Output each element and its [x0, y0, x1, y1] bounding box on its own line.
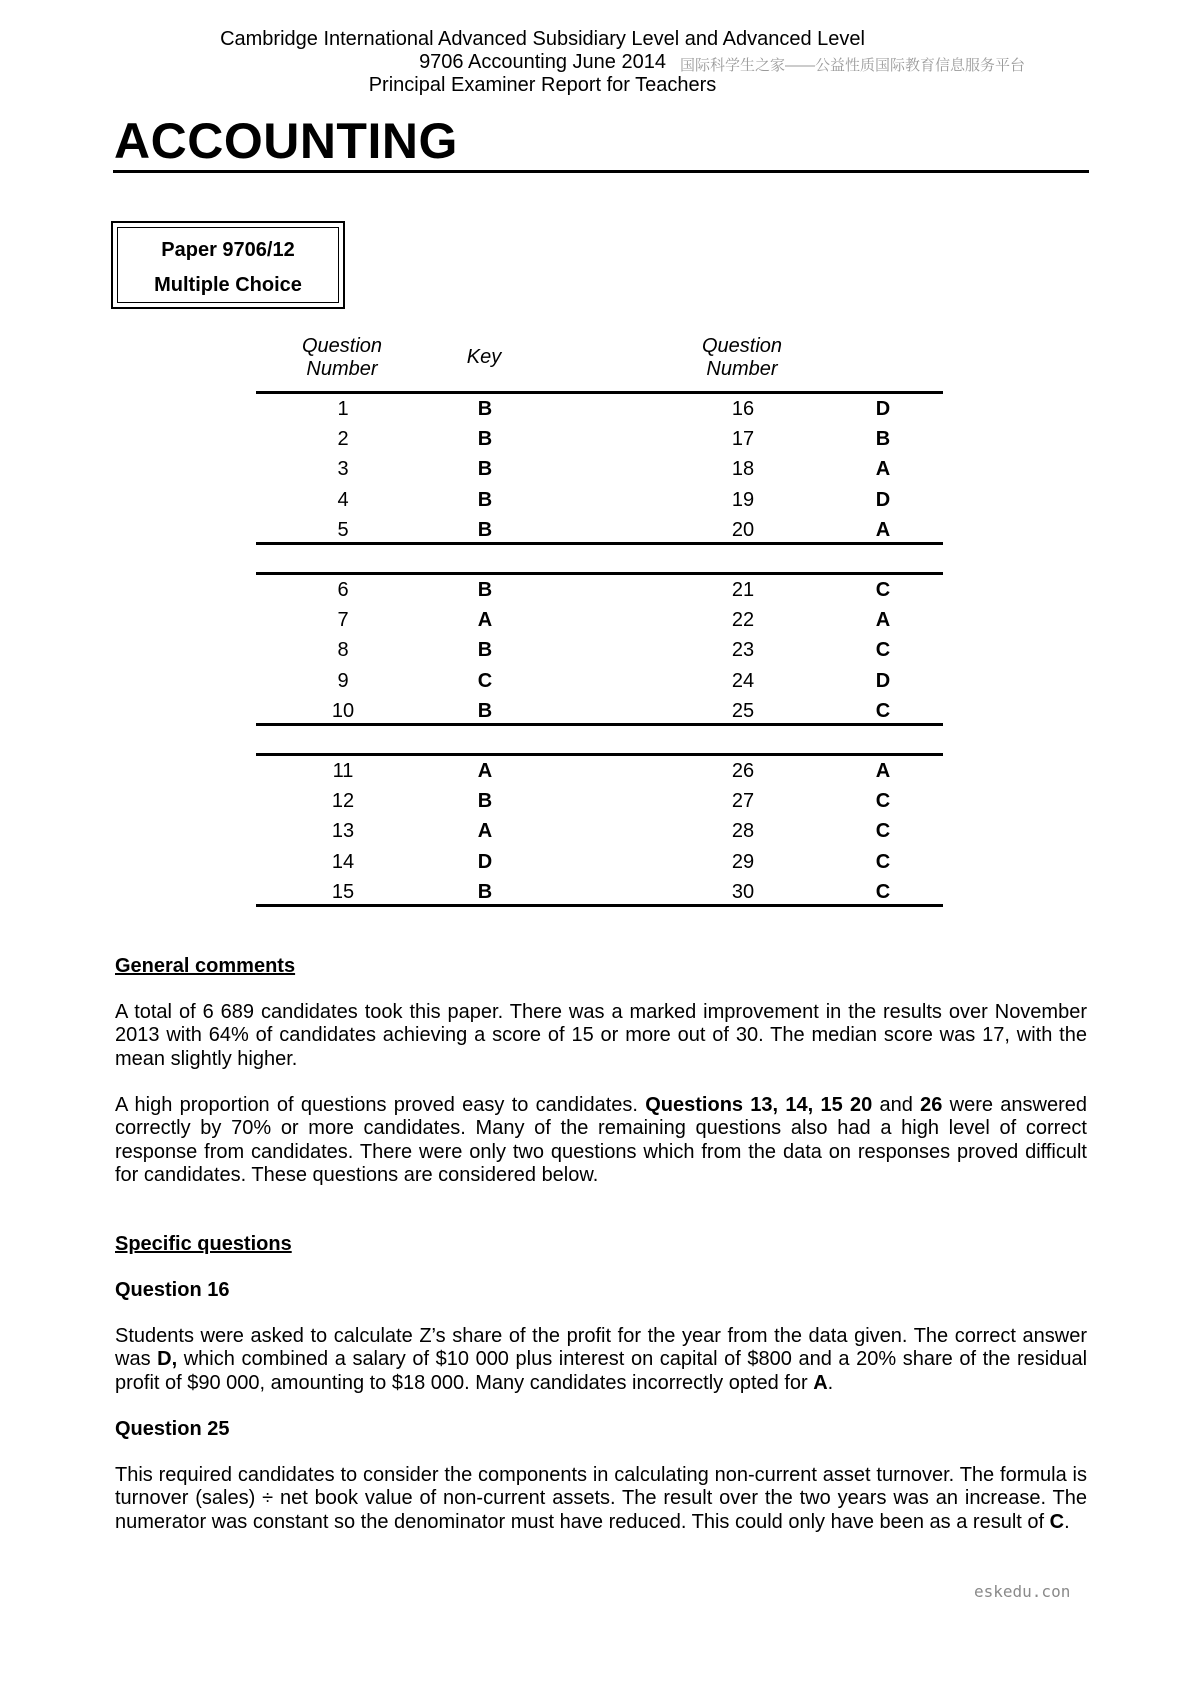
answer-key: B	[477, 639, 493, 662]
question-number: 18	[731, 458, 755, 481]
question-number: 12	[331, 790, 355, 813]
header-question-number: Question Number	[301, 335, 383, 380]
answer-key: C	[875, 639, 891, 662]
answer-key: C	[875, 850, 891, 873]
answer-key: A	[875, 609, 891, 632]
question-number: 2	[337, 428, 349, 451]
text-span: and	[872, 1094, 921, 1116]
question-number: 8	[337, 639, 349, 662]
answer-key: C	[875, 699, 891, 722]
bold-answer-c: C	[1049, 1510, 1065, 1533]
answer-key: B	[477, 428, 493, 451]
question-number: 28	[731, 820, 755, 843]
question-number: 7	[337, 609, 349, 632]
question-number: 6	[337, 579, 349, 601]
specific-questions-heading: Specific questions	[115, 1233, 292, 1255]
text-span: were answered correctly by 70% or more candidates. Many of the remaining questions also had a high level of correct response from candidates. There were only two questions which from the data on responses proved difficult for candidates. These questions are considered below.	[115, 1094, 1088, 1186]
question-number: 25	[731, 699, 755, 722]
answer-key: B	[477, 458, 493, 481]
answer-key: B	[477, 579, 493, 601]
question-25-heading: Question 25	[115, 1418, 230, 1440]
answer-key: A	[477, 820, 493, 843]
answer-key: D	[875, 488, 891, 511]
page-title: ACCOUNTING	[114, 113, 458, 169]
question-16-heading: Question 16	[115, 1279, 230, 1301]
question-number: 15	[331, 880, 355, 903]
answer-key: D	[477, 850, 493, 873]
bold-answer-a: A	[813, 1371, 828, 1394]
question-number: 10	[331, 699, 355, 722]
question-number: 1	[337, 398, 349, 420]
table-rule-group2-top	[256, 572, 943, 575]
answer-key: B	[477, 488, 493, 511]
answer-key: C	[477, 669, 493, 692]
table-rule-group3-top	[256, 753, 943, 756]
question-number: 9	[337, 669, 349, 692]
watermark-text: 国际科学生之家——公益性质国际教育信息服务平台	[680, 57, 1026, 74]
header-line-2: 9706 Accounting June 2014	[419, 51, 666, 73]
general-comments-paragraph-1: A total of 6 689 candidates took this paper. There was a marked improvement in the results over November 2013 with 64% of candidates achieving a score of 15 or more out of 30. The median score was 17, with the mean slightly higher.	[115, 1001, 1087, 1070]
question-number: 19	[731, 488, 755, 511]
general-comments-heading: General comments	[115, 955, 296, 977]
text-span: .	[827, 1371, 834, 1394]
paper-type: Multiple Choice	[154, 274, 302, 296]
bold-answer-d: D,	[157, 1348, 178, 1371]
question-number: 24	[731, 669, 755, 692]
answer-key: B	[875, 428, 891, 451]
answer-key: D	[875, 398, 891, 420]
answer-key: B	[477, 790, 493, 813]
text-span: which combined a salary of $10 000 plus interest on capital of $800 and a 20% share of the residual profit of $90 000, amounting to $18 000. Many candidates incorrectly opted for	[115, 1348, 1088, 1394]
answer-key: B	[477, 518, 493, 541]
question-number: 14	[331, 850, 355, 873]
answer-key: A	[477, 760, 493, 782]
question-number: 11	[332, 760, 354, 782]
answer-key: A	[875, 518, 891, 541]
text-span: .	[1064, 1510, 1070, 1533]
answer-key: A	[875, 458, 891, 481]
question-number: 26	[731, 760, 755, 782]
question-number: 22	[731, 609, 755, 632]
answer-key: B	[477, 398, 493, 420]
question-number: 27	[731, 790, 755, 813]
answer-key: C	[875, 820, 891, 843]
general-comments-paragraph-2	[115, 1094, 1087, 1187]
question-number: 4	[337, 488, 349, 511]
question-number: 21	[731, 579, 755, 601]
header-question-number-2: Question Number	[701, 335, 783, 380]
title-divider	[113, 170, 1089, 173]
bold-questions: Questions 13, 14, 15 20	[645, 1094, 873, 1116]
question-number: 16	[731, 398, 755, 420]
question-number: 20	[731, 518, 755, 541]
header-line-1: Cambridge International Advanced Subsidiary Level and Advanced Level	[220, 28, 865, 50]
header-key: Key	[466, 346, 502, 368]
bold-question-26: 26	[920, 1094, 943, 1116]
answer-key: C	[875, 579, 891, 601]
question-number: 17	[731, 428, 755, 451]
answer-key: B	[477, 880, 493, 903]
text-span: Students were asked to calculate Z’s share of the profit for the year from the data given. The correct answer was	[115, 1325, 1087, 1371]
question-16-paragraph	[115, 1325, 1087, 1395]
answer-key: A	[875, 760, 891, 782]
answer-key: D	[875, 669, 891, 692]
paper-info-box	[111, 221, 345, 309]
table-rule-group1-bottom	[256, 542, 943, 545]
question-number: 5	[337, 518, 349, 541]
question-number: 13	[331, 820, 355, 843]
table-rule-top	[256, 391, 943, 394]
paper-code: Paper 9706/12	[161, 239, 295, 261]
text-span: This required candidates to consider the components in calculating non-current asset turnover. The formula is turnover (sales) ÷ net book value of non-current assets. The result over the two years was an increase. The numerator was constant so the denominator must have reduced. This could only have been as a result of	[115, 1464, 1087, 1533]
answer-key: C	[875, 880, 891, 903]
answer-key: A	[477, 609, 493, 632]
table-rule-bottom	[256, 904, 943, 907]
question-25-paragraph	[115, 1464, 1087, 1534]
header-line-3: Principal Examiner Report for Teachers	[368, 74, 717, 96]
question-number: 29	[731, 850, 755, 873]
question-number: 30	[731, 880, 755, 903]
text-span: A high proportion of questions proved easy to candidates.	[115, 1094, 646, 1116]
answer-key: B	[477, 699, 493, 722]
table-rule-group2-bottom	[256, 723, 943, 726]
question-number: 23	[731, 639, 755, 662]
answer-key: C	[875, 790, 891, 813]
question-number: 3	[337, 458, 349, 481]
footer-watermark: eskedu.con	[974, 1582, 1071, 1601]
